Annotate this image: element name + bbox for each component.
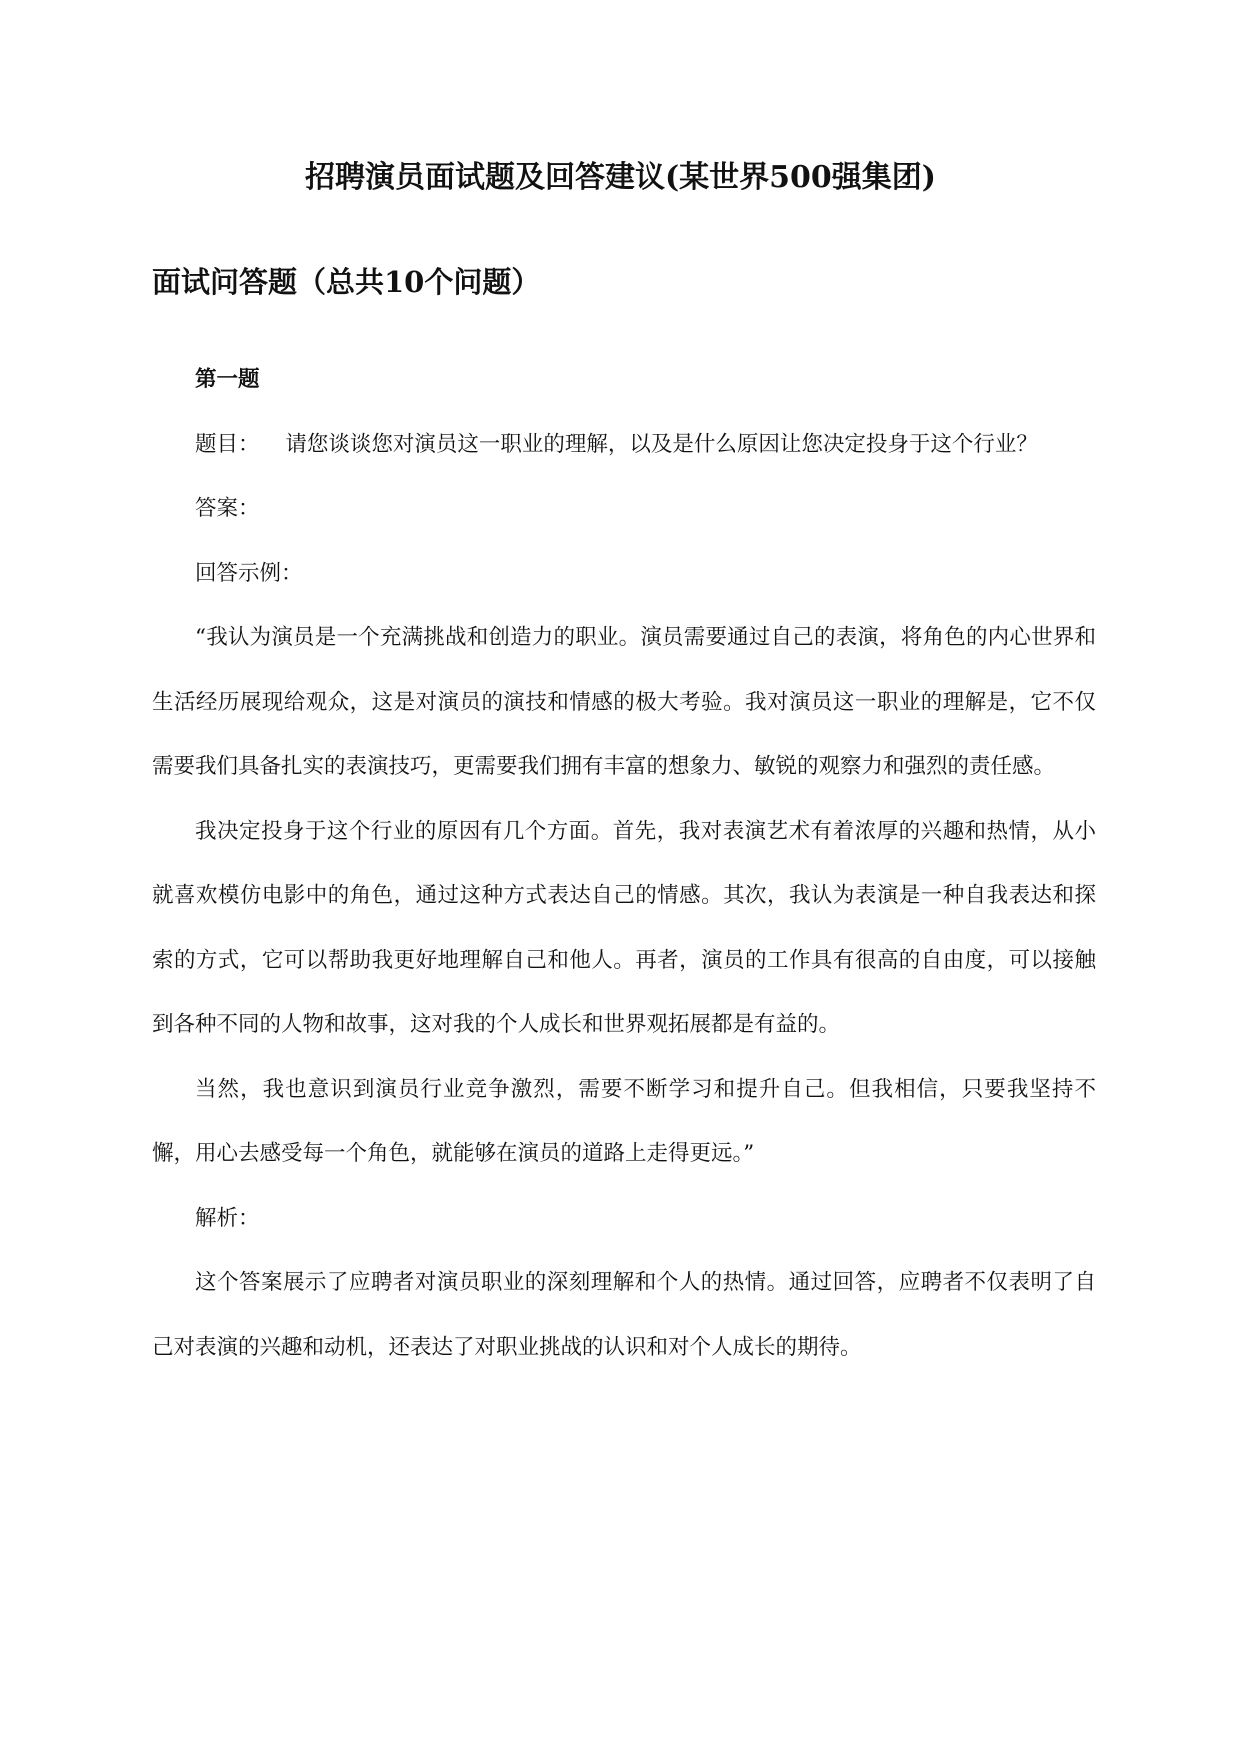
question-text: 请您谈谈您对演员这一职业的理解，以及是什么原因让您决定投身于这个行业？ bbox=[285, 431, 1038, 457]
question-block bbox=[152, 348, 1096, 1380]
answer-label: 答案： bbox=[195, 496, 260, 521]
section-heading: 面试问答题（总共10个问题） bbox=[152, 265, 541, 299]
analysis-label: 解析： bbox=[195, 1205, 260, 1231]
question-label bbox=[152, 348, 1096, 413]
question-number: 第一题 bbox=[195, 367, 260, 392]
question-paragraph bbox=[152, 413, 1096, 478]
example-label: 回答示例： bbox=[195, 560, 303, 586]
answer-paragraph-3: 当然，我也意识到演员行业竞争激烈，需要不断学习和提升自己。但我相信，只要我坚持不懈，用心去感受每一个角色，就能够在演员的道路上走得更远。” bbox=[152, 1076, 1096, 1166]
analysis-paragraph: 这个答案展示了应聘者对演员职业的深刻理解和个人的热情。通过回答，应聘者不仅表明了自己对表演的兴趣和动机，还表达了对职业挑战的认识和对个人成长的期待。 bbox=[152, 1270, 1096, 1360]
answer-paragraph-2: 我决定投身于这个行业的原因有几个方面。首先，我对表演艺术有着浓厚的兴趣和热情，从小就喜欢模仿电影中的角色，通过这种方式表达自己的情感。其次，我认为表演是一种自我表达和探索的方式，它可以帮助我更好地理解自己和他人。再者，演员的工作具有很高的自由度，可以接触到各种不同的人物和故事，这对我的个人成长和世界观拓展都是有益的。 bbox=[152, 818, 1096, 1037]
question-prefix: 题目： bbox=[195, 431, 260, 457]
answer-paragraph-1: “我认为演员是一个充满挑战和创造力的职业。演员需要通过自己的表演，将角色的内心世界和生活经历展现给观众，这是对演员的演技和情感的极大考验。我对演员这一职业的理解是，它不仅需要我们具备扎实的表演技巧，更需要我们拥有丰富的想象力、敏锐的观察力和强烈的责任感。 bbox=[152, 625, 1096, 779]
document-title: 招聘演员面试题及回答建议(某世界500强集团) bbox=[304, 160, 936, 195]
